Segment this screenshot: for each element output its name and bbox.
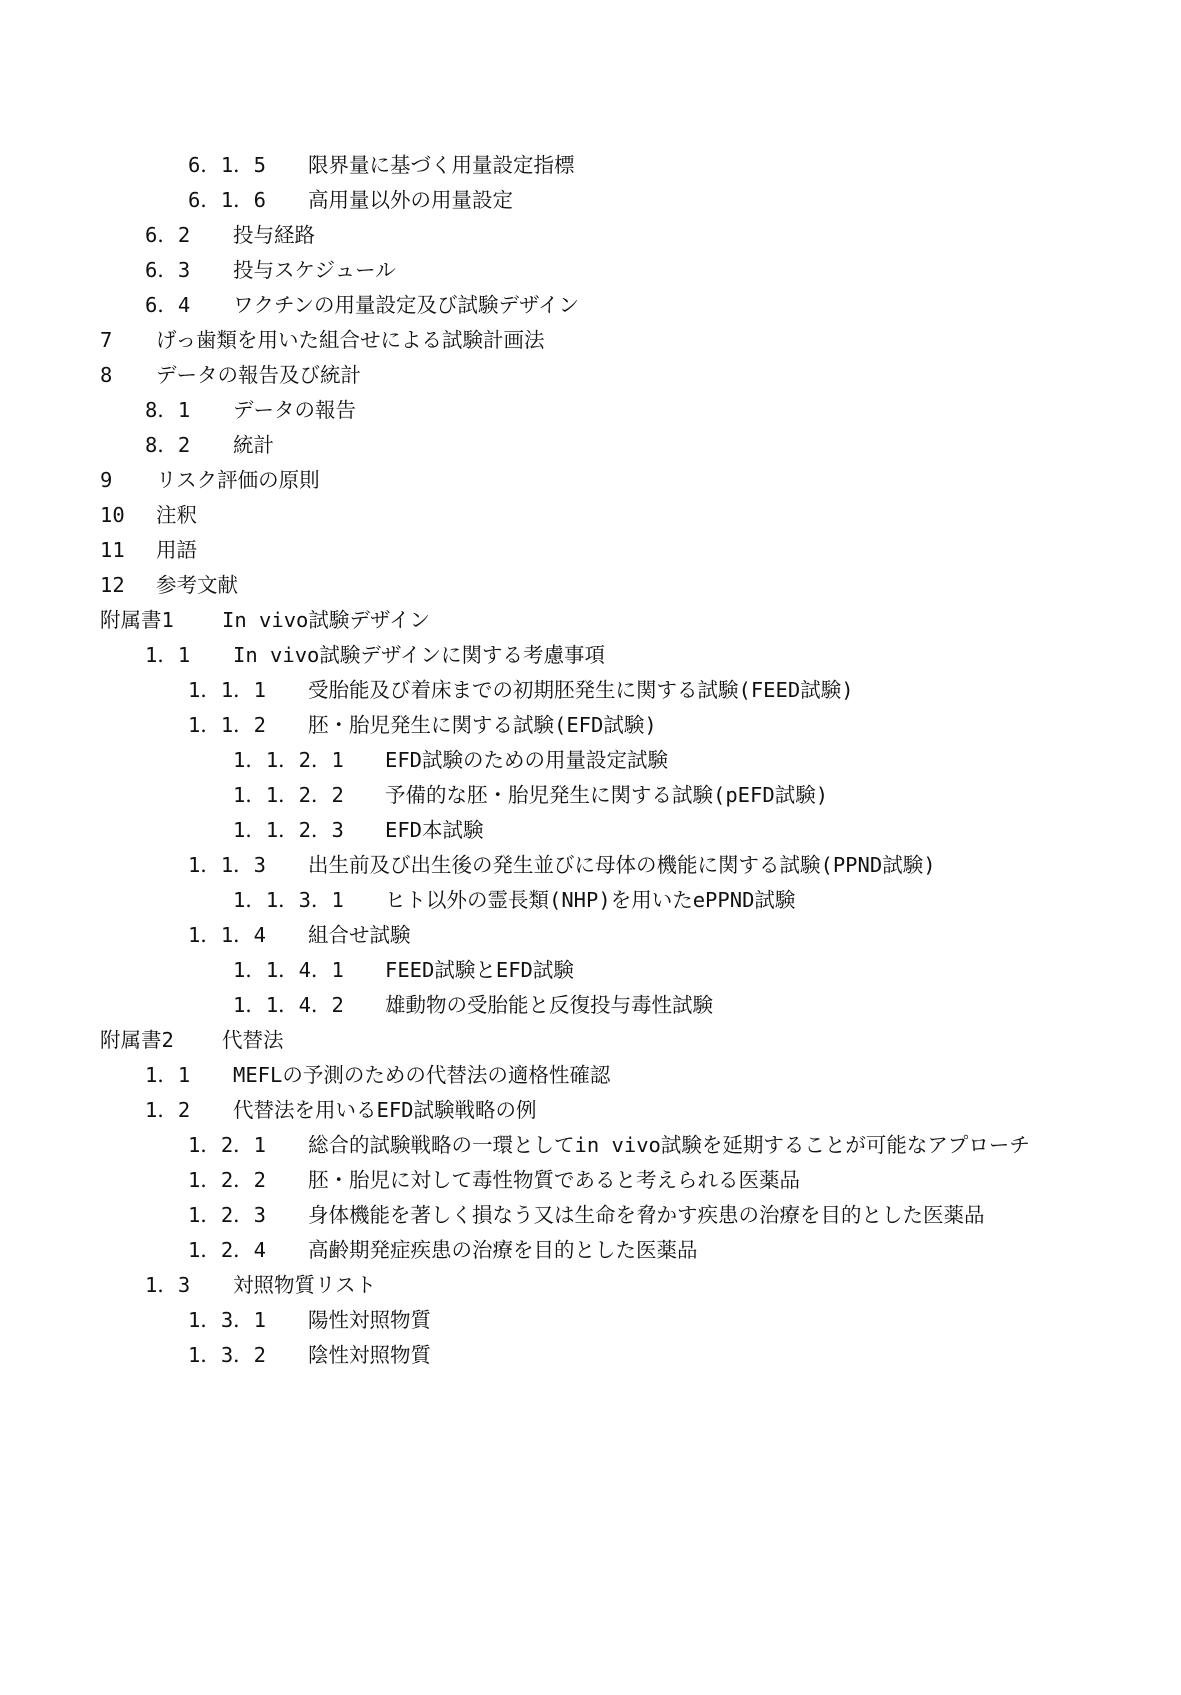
toc-chapter-title: リスク評価の原則 bbox=[156, 468, 320, 492]
toc-entry bbox=[0, 953, 1181, 988]
toc-entry-title: 高用量以外の用量設定 bbox=[308, 188, 513, 212]
toc-entry-number: 1．1 bbox=[145, 1063, 191, 1087]
toc-annex-number: 附属書2 bbox=[100, 1028, 174, 1052]
toc-entry bbox=[0, 393, 1181, 428]
toc-entry bbox=[0, 1198, 1181, 1233]
toc-entry-title: 対照物質リスト bbox=[233, 1273, 377, 1297]
toc-entry-number: 1．2．3 bbox=[188, 1203, 267, 1227]
toc-entry bbox=[0, 918, 1181, 953]
toc-entry-number: 1．1．3 bbox=[188, 853, 267, 877]
toc-annex bbox=[0, 1023, 1181, 1058]
toc-chapter-number: 8 bbox=[100, 363, 113, 387]
toc-entry-title: データの報告 bbox=[233, 398, 356, 422]
toc-entry-number: 1．3．2 bbox=[188, 1343, 267, 1367]
toc-entry-number: 6．4 bbox=[145, 293, 191, 317]
toc-entry-title: ワクチンの用量設定及び試験デザイン bbox=[233, 293, 580, 317]
toc-entry-title: 胚・胎児に対して毒性物質であると考えられる医薬品 bbox=[308, 1168, 800, 1192]
toc-entry-title: 統計 bbox=[233, 433, 274, 457]
toc-entry bbox=[0, 813, 1181, 848]
toc-entry-title: 胚・胎児発生に関する試験(EFD試験) bbox=[308, 713, 657, 737]
toc-entry-title: 代替法を用いるEFD試験戦略の例 bbox=[233, 1098, 537, 1122]
toc-entry-title: 組合せ試験 bbox=[308, 923, 411, 947]
toc-entry-number: 1．1．2．2 bbox=[233, 783, 344, 807]
toc-chapter-number: 7 bbox=[100, 328, 113, 352]
toc-entry-number: 1．1．4．1 bbox=[233, 958, 344, 982]
toc-chapter bbox=[0, 498, 1181, 533]
toc-entry bbox=[0, 288, 1181, 323]
toc-entry-title: In vivo試験デザインに関する考慮事項 bbox=[233, 643, 605, 667]
toc-entry-title: 雄動物の受胎能と反復投与毒性試験 bbox=[385, 993, 713, 1017]
toc-entry-number: 1．1 bbox=[145, 643, 191, 667]
toc-entry-number: 1．2．2 bbox=[188, 1168, 267, 1192]
toc-entry-number: 6．2 bbox=[145, 223, 191, 247]
toc-entry-title: FEED試験とEFD試験 bbox=[385, 958, 574, 982]
toc-chapter bbox=[0, 463, 1181, 498]
toc-entry bbox=[0, 1303, 1181, 1338]
toc-chapter-title: 用語 bbox=[156, 538, 197, 562]
toc-entry-title: 総合的試験戦略の一環としてin vivo試験を延期することが可能なアプローチ bbox=[308, 1133, 1030, 1157]
toc-annex bbox=[0, 603, 1181, 638]
toc-entry-number: 1．1．4 bbox=[188, 923, 267, 947]
toc-entry-number: 1．1．2．1 bbox=[233, 748, 344, 772]
table-of-contents bbox=[0, 148, 1181, 1373]
toc-entry-title: MEFLの予測のための代替法の適格性確認 bbox=[233, 1063, 611, 1087]
toc-entry-title: 限界量に基づく用量設定指標 bbox=[308, 153, 575, 177]
toc-entry-title: 投与経路 bbox=[233, 223, 315, 247]
toc-entry bbox=[0, 183, 1181, 218]
toc-entry-number: 6．3 bbox=[145, 258, 191, 282]
toc-annex-title: 代替法 bbox=[222, 1028, 284, 1052]
toc-entry-title: 陽性対照物質 bbox=[308, 1308, 431, 1332]
toc-entry bbox=[0, 1233, 1181, 1268]
toc-entry-number: 6．1．5 bbox=[188, 153, 267, 177]
toc-entry-title: 予備的な胚・胎児発生に関する試験(pEFD試験) bbox=[385, 783, 829, 807]
toc-chapter-title: げっ歯類を用いた組合せによる試験計画法 bbox=[156, 328, 545, 352]
toc-chapter-title: 注釈 bbox=[156, 503, 197, 527]
toc-entry bbox=[0, 1093, 1181, 1128]
toc-entry bbox=[0, 638, 1181, 673]
toc-entry-title: 身体機能を著しく損なう又は生命を脅かす疾患の治療を目的とした医薬品 bbox=[308, 1203, 985, 1227]
toc-entry-number: 8．1 bbox=[145, 398, 191, 422]
toc-entry-title: 出生前及び出生後の発生並びに母体の機能に関する試験(PPND試験) bbox=[308, 853, 936, 877]
toc-chapter-number: 9 bbox=[100, 468, 113, 492]
toc-chapter-number: 11 bbox=[100, 538, 125, 562]
toc-chapter bbox=[0, 323, 1181, 358]
toc-entry-number: 8．2 bbox=[145, 433, 191, 457]
toc-entry-title: 陰性対照物質 bbox=[308, 1343, 431, 1367]
toc-entry-number: 1．1．4．2 bbox=[233, 993, 344, 1017]
toc-chapter-number: 10 bbox=[100, 503, 125, 527]
toc-entry-title: 高齢期発症疾患の治療を目的とした医薬品 bbox=[308, 1238, 698, 1262]
toc-chapter-title: データの報告及び統計 bbox=[156, 363, 361, 387]
toc-chapter-number: 12 bbox=[100, 573, 125, 597]
toc-entry-number: 1．1．3．1 bbox=[233, 888, 344, 912]
toc-chapter bbox=[0, 358, 1181, 393]
toc-entry bbox=[0, 743, 1181, 778]
toc-entry bbox=[0, 148, 1181, 183]
toc-entry-title: EFD試験のための用量設定試験 bbox=[385, 748, 669, 772]
toc-entry bbox=[0, 1338, 1181, 1373]
toc-entry-number: 6．1．6 bbox=[188, 188, 267, 212]
toc-entry bbox=[0, 1163, 1181, 1198]
toc-entry-number: 1．1．1 bbox=[188, 678, 267, 702]
toc-chapter bbox=[0, 533, 1181, 568]
toc-entry-number: 1．2．1 bbox=[188, 1133, 267, 1157]
toc-entry-title: EFD本試験 bbox=[385, 818, 484, 842]
toc-entry-number: 1．3 bbox=[145, 1273, 191, 1297]
toc-entry bbox=[0, 883, 1181, 918]
toc-entry bbox=[0, 708, 1181, 743]
toc-entry-number: 1．1．2．3 bbox=[233, 818, 344, 842]
toc-entry-title: ヒト以外の霊長類(NHP)を用いたePPND試験 bbox=[385, 888, 796, 912]
toc-entry bbox=[0, 1128, 1181, 1163]
toc-entry bbox=[0, 1058, 1181, 1093]
toc-entry bbox=[0, 988, 1181, 1023]
toc-chapter bbox=[0, 568, 1181, 603]
toc-annex-title: In vivo試験デザイン bbox=[222, 608, 430, 632]
toc-entry bbox=[0, 218, 1181, 253]
toc-entry bbox=[0, 428, 1181, 463]
toc-entry bbox=[0, 1268, 1181, 1303]
toc-entry-title: 受胎能及び着床までの初期胚発生に関する試験(FEED試験) bbox=[308, 678, 854, 702]
toc-annex-number: 附属書1 bbox=[100, 608, 174, 632]
toc-entry-number: 1．1．2 bbox=[188, 713, 267, 737]
toc-entry-number: 1．2 bbox=[145, 1098, 191, 1122]
toc-entry bbox=[0, 673, 1181, 708]
toc-entry bbox=[0, 778, 1181, 813]
toc-entry-title: 投与スケジュール bbox=[233, 258, 396, 282]
toc-entry-number: 1．3．1 bbox=[188, 1308, 267, 1332]
toc-entry-number: 1．2．4 bbox=[188, 1238, 267, 1262]
toc-chapter-title: 参考文献 bbox=[156, 573, 238, 597]
toc-entry bbox=[0, 253, 1181, 288]
toc-entry bbox=[0, 848, 1181, 883]
